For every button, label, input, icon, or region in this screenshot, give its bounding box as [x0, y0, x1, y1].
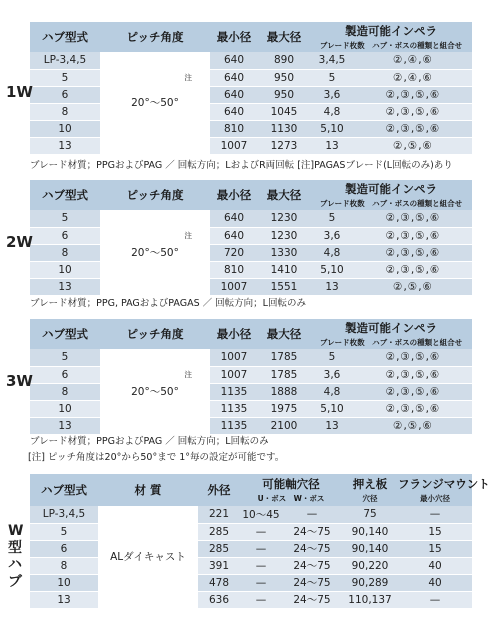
table-row: 8 391 — 24～75 90,220 40: [30, 557, 472, 574]
table-row: 6 285 — 24～75 90,140 15: [30, 540, 472, 557]
table-row: 10 810 1130 5,10 ②,③,⑤,⑥: [30, 120, 472, 137]
table-row: 5 20°～50° 注 1007 1785 5 ②,③,⑤,⑥: [30, 349, 472, 366]
hub-header-shaft: 可能軸穴径 U・ボス W・ボス: [240, 474, 342, 506]
header-min: 最小径: [210, 22, 258, 52]
header-mfg: 製造可能インペラ ブレード枚数 ハブ・ボスの種類と組合せ: [310, 22, 472, 52]
table-row: 13 636 — 24～75 110,137 —: [30, 591, 472, 608]
pitch-cell: 20°～50° 注: [100, 349, 210, 434]
table-row: 10 1135 1975 5,10 ②,③,⑤,⑥: [30, 400, 472, 417]
table-row: 6 1007 1785 3,6 ②,③,⑤,⑥: [30, 366, 472, 383]
table-3w: ハブ型式 ピッチ角度 最小径 最大径 製造可能インペラ ブレード枚数 ハブ・ボスの種類と組合せ 5 20°～50° 注 1007 1785 5 ②,③,⑤,⑥ 6 1007 1785 3,6 ②,③,⑤,⑥ 8 1135 1888 4,8 ②,③,⑤,⑥ 10 1135 1975 5,10 ②,③,⑤,⑥ 13 1135 2100 13 ②,⑤,⑥: [30, 319, 472, 435]
table-row: LP-3,4,5 20°～50° 注 640 890 3,4,5 ②,④,⑥: [30, 52, 472, 69]
hub-header-flange: フランジマウント 最小穴径: [398, 474, 472, 506]
table-2w: ハブ型式 ピッチ角度 最小径 最大径 製造可能インペラ ブレード枚数 ハブ・ボスの種類と組合せ 5 20°～50° 注 640 1230 5 ②,③,⑤,⑥ 6 640 1230 3,6 ②,③,⑤,⑥ 8 720 1330 4,8 ②,③,⑤,⑥ 10 810 1410 5,10 ②,③,⑤,⑥ 13 1007 1551 13 ②,⑤,⑥: [30, 180, 472, 296]
footnote: [注] ピッチ角度は20°から50°まで 1°毎の設定が可能です。: [28, 452, 285, 463]
hub-header-type: ハブ型式: [30, 474, 98, 506]
table-row: 10 478 — 24～75 90,289 40: [30, 574, 472, 591]
caption-3w: ブレード材質；PPGおよびPAG ／ 回転方向；L回転のみ: [30, 436, 269, 447]
table-row: 8 640 1045 4,8 ②,③,⑤,⑥: [30, 103, 472, 120]
table-row: 6 640 950 3,6 ②,③,⑤,⑥: [30, 86, 472, 103]
header-max: 最大径: [258, 22, 310, 52]
hub-header-od: 外径: [198, 474, 240, 506]
hub-header-material: 材 質: [98, 474, 198, 506]
pitch-cell: 20°～50° 注: [100, 52, 210, 154]
caption-1w: ブレード材質；PPGおよびPAG ／ 回転方向；LおよびR両回転 [注]PAGASブレード(L回転のみ)あり: [30, 160, 453, 171]
header-hub: ハブ型式: [30, 22, 100, 52]
table-row: 13 1007 1273 13 ②,⑤,⑥: [30, 137, 472, 154]
table-row: 13 1007 1551 13 ②,⑤,⑥: [30, 278, 472, 295]
table-row: LP-3,4,5 ALダイキャスト 221 10～45 — 75 —: [30, 506, 472, 523]
header-pitch: ピッチ角度: [100, 22, 210, 52]
table-hub: [30, 474, 490, 609]
hub-header-plate: 押え板 穴径: [342, 474, 398, 506]
material-cell: ALダイキャスト: [98, 506, 198, 608]
section-label-2w: 2W: [6, 233, 33, 251]
section-label-1w: 1W: [6, 83, 33, 101]
table-row: 13 1135 2100 13 ②,⑤,⑥: [30, 417, 472, 434]
table-row: 5 640 950 5 ②,④,⑥: [30, 69, 472, 86]
table-row: 6 640 1230 3,6 ②,③,⑤,⑥: [30, 227, 472, 244]
table-row: 5 285 — 24～75 90,140 15: [30, 523, 472, 540]
section-label-3w: 3W: [6, 372, 33, 390]
table-1w: [30, 22, 472, 155]
caption-2w: ブレード材質；PPG, PAGおよびPAGAS ／ 回転方向；L回転のみ: [30, 298, 306, 309]
table-row: 8 720 1330 4,8 ②,③,⑤,⑥: [30, 244, 472, 261]
table-row: 8 1135 1888 4,8 ②,③,⑤,⑥: [30, 383, 472, 400]
table-row: 5 20°～50° 注 640 1230 5 ②,③,⑤,⑥: [30, 210, 472, 227]
section-label-w-hub: W 型 ハ ブ: [8, 523, 24, 590]
pitch-cell: 20°～50° 注: [100, 210, 210, 295]
table-row: 10 810 1410 5,10 ②,③,⑤,⑥: [30, 261, 472, 278]
